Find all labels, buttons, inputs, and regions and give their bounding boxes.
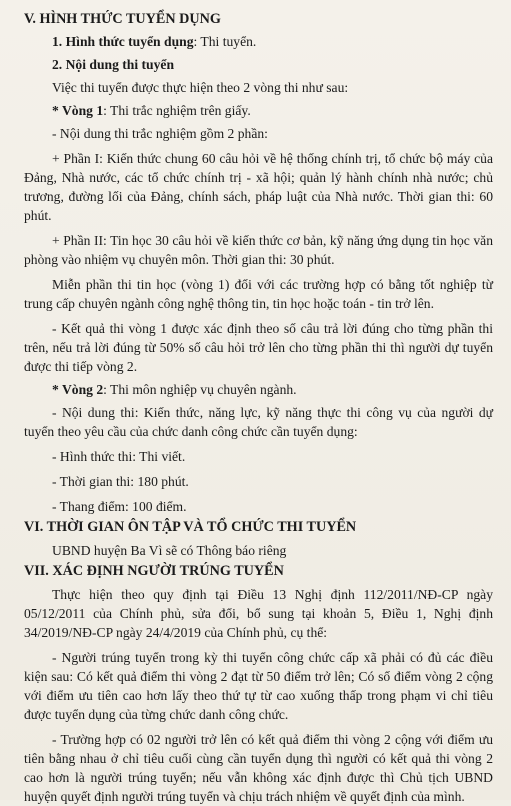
v2-time: - Thời gian thi: 180 phút. [52,474,189,489]
v2-form: - Hình thức thi: Thi viết. [52,449,186,464]
s1-line [24,32,493,51]
section-6-text: UBND huyện Ba Vì sẽ có Thông báo riêng [52,543,287,558]
v2-label: * Vòng 2 [52,382,104,397]
section-7-p2: - Người trúng tuyển trong kỳ thi tuyển công chức cấp xã phải có đủ các điều kiện sau: Có kết quả điểm thi vòng 2 đạt từ 50 điểm trở lên; Có số điểm vòng 2 cộng với điểm ưu tiên cao hơn lấy theo thứ tự từ cao xuống thấp trong phạm vi chỉ tiêu được tuyển dụng của từng chức danh công chức. [24,650,493,722]
result-v1: - Kết quả thi vòng 1 được xác định theo số câu trả lời đúng cho từng phần thi trên, nếu trả lời đúng từ 50% số câu hỏi trở lên cho từng phần thi thì người dự tuyển được thi tiếp vòng 2. [24,321,493,374]
intro: Việc thi tuyển được thực hiện theo 2 vòng thi như sau: [52,80,349,95]
v1-label: * Vòng 1 [52,103,104,118]
part2: + Phần II: Tin học 30 câu hỏi về kiến thức cơ bản, kỹ năng ứng dụng tin học văn phòng vào nhiệm vụ chuyên môn. Thời gian thi: 30 phút. [24,233,493,267]
exempt-paragraph: Miễn phần thi tin học (vòng 1) đối với các trường hợp có bằng tốt nghiệp từ trung cấp chuyên ngành công nghệ thông tin, tin học hoặc toán - tin trở lên. [24,277,493,311]
s1-label: 1. Hình thức tuyển dụng [52,34,194,49]
v1-line [24,101,493,120]
part1: + Phần I: Kiến thức chung 60 câu hỏi về hệ thống chính trị, tổ chức bộ máy của Đảng, Nhà nước, các tổ chức chính trị - xã hội; quản lý hành chính nhà nước; chủ trương, đường lối của Đảng, chính sách, pháp luật của Nhà nước. Thời gian thi: 60 phút. [24,151,493,223]
v2-score: - Thang điểm: 100 điểm. [52,499,187,514]
section-7-p3: - Trường hợp có 02 người trở lên có kết quả điểm thi vòng 2 cộng với điểm ưu tiên bằng nhau ở chỉ tiêu cuối cùng cần tuyển dụng thì người có kết quả thi vòng 2 cao hơn là người trúng tuyển; nếu vẫn không xác định được thì Chủ tịch UBND huyện quyết định người trúng tuyển và chịu trách nhiệm về quyết định của mình. [24,732,493,804]
section-7-title: VII. XÁC ĐỊNH NGƯỜI TRÚNG TUYỂN [24,563,284,579]
v2-line [24,380,493,399]
v2-content: - Nội dung thi: Kiến thức, năng lực, kỹ năng thực thi công vụ của người dự tuyển theo yêu cầu của chức danh công chức cần tuyển dụng: [24,405,493,439]
v1-value: : Thi trắc nghiệm trên giấy. [103,103,251,118]
s2-label: 2. Nội dung thi tuyển [52,57,174,72]
v2-value: : Thi môn nghiệp vụ chuyên ngành. [103,382,297,397]
section-6-title: VI. THỜI GIAN ÔN TẬP VÀ TỔ CHỨC THI TUYỂN [24,519,357,535]
section-5-title: V. HÌNH THỨC TUYỂN DỤNG [24,11,221,27]
s1-value: : Thi tuyển. [193,34,257,49]
v1-content: - Nội dung thi trắc nghiệm gồm 2 phần: [52,126,268,141]
section-7-p1: Thực hiện theo quy định tại Điều 13 Nghị định 112/2011/NĐ-CP ngày 05/12/2011 của Chính phủ, sửa đổi, bổ sung tại khoản 5, Điều 1, Nghị định 34/2019/NĐ-CP ngày 24/4/2019 của Chính phủ, cụ thể: [24,587,493,640]
